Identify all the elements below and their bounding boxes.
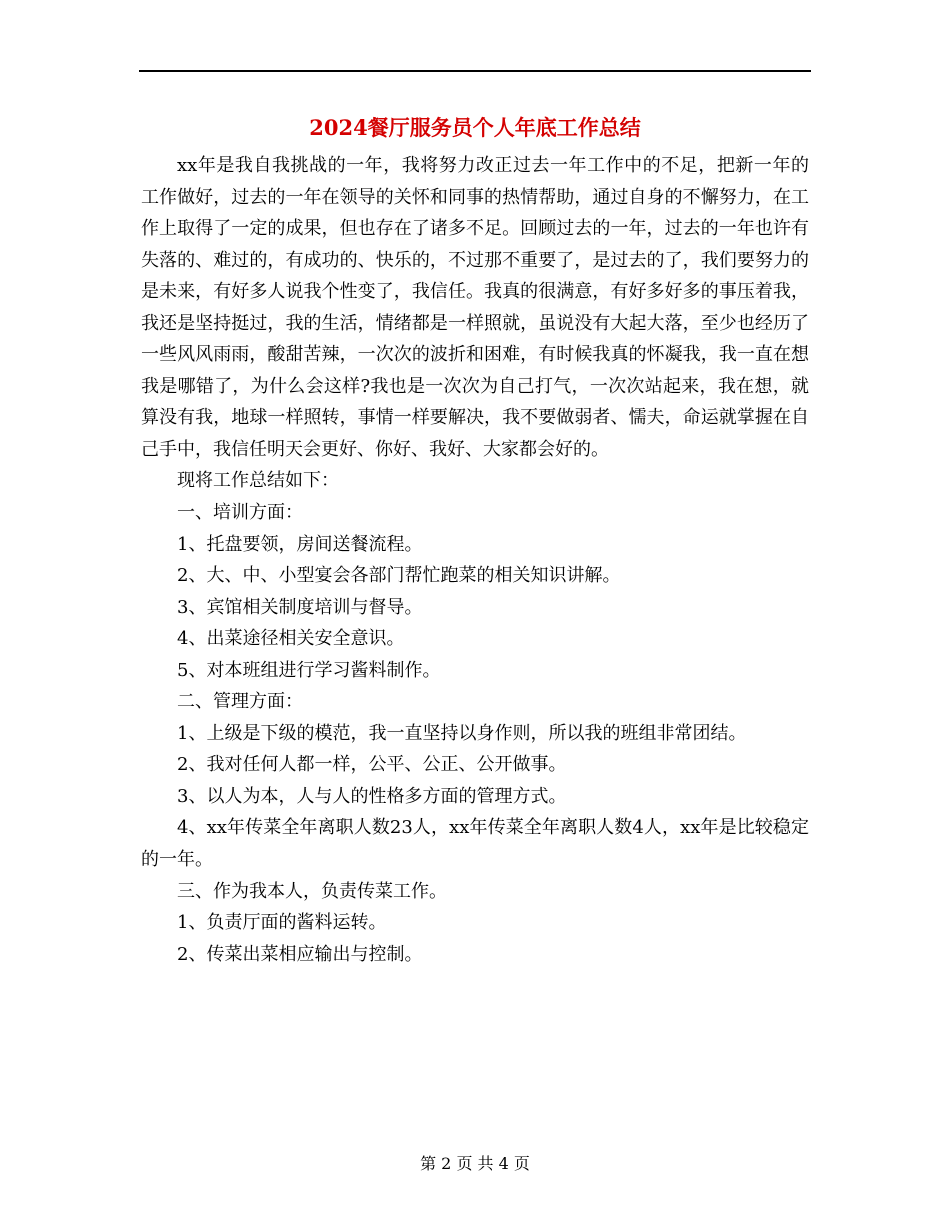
list-item: 2、大、中、小型宴会各部门帮忙跑菜的相关知识讲解。 — [177, 565, 621, 587]
list-item: 2、传菜出菜相应输出与控制。 — [177, 943, 423, 965]
section-heading-training: 一、培训方面： — [177, 502, 303, 524]
list-item: 1、负责厅面的酱料运转。 — [177, 912, 387, 934]
list-item: 5、对本班组进行学习酱料制作。 — [177, 659, 441, 681]
document-title: 2024餐厅服务员个人年底工作总结 — [309, 115, 641, 140]
section-heading-management: 二、管理方面： — [177, 691, 303, 713]
page-number-footer: 第 2 页 共 4 页 — [420, 1154, 530, 1173]
list-item: 4、xx年传菜全年离职人数23人，xx年传菜全年离职人数4人，xx年是比较稳定的一年。 — [141, 817, 809, 871]
list-item: 3、以人为本，人与人的性格多方面的管理方式。 — [177, 785, 567, 807]
section-heading-personal: 三、作为我本人，负责传菜工作。 — [177, 880, 447, 902]
header-rule — [139, 70, 811, 72]
paragraph-summary-lead: 现将工作总结如下： — [177, 470, 339, 492]
list-item: 3、宾馆相关制度培训与督导。 — [177, 596, 423, 618]
list-item: 2、我对任何人都一样，公平、公正、公开做事。 — [177, 754, 567, 776]
list-item: 4、出菜途径相关安全意识。 — [177, 628, 405, 650]
paragraph-intro: xx年是我自我挑战的一年，我将努力改正过去一年工作中的不足，把新一年的工作做好，过去的一年在领导的关怀和同事的热情帮助，通过自身的不懈努力，在工作上取得了一定的成果，但也存在了诸多不足。回顾过去的一年，过去的一年也许有失落的、难过的，有成功的、快乐的，不过那不重要了，是过去的了，我们要努力的是未来，有好多人说我个性变了，我信任。我真的很满意，有好多好多的事压着我，我还是坚持挺过，我的生活，情绪都是一样照就，虽说没有大起大落，至少也经历了一些风风雨雨，酸甜苦辣，一次次的波折和困难，有时候我真的怀凝我，我一直在想我是哪错了，为什么会这样?我也是一次次为自己打气，一次次站起来，我在想，就算没有我，地球一样照转，事情一样要解决，我不要做弱者、懦夫，命运就掌握在自己手中，我信任明天会更好、你好、我好、大家都会好的。 — [141, 155, 809, 460]
list-item: 1、托盘要领，房间送餐流程。 — [177, 533, 423, 555]
document-body — [141, 150, 809, 970]
list-item: 1、上级是下级的模范，我一直坚持以身作则，所以我的班组非常团结。 — [177, 722, 747, 744]
